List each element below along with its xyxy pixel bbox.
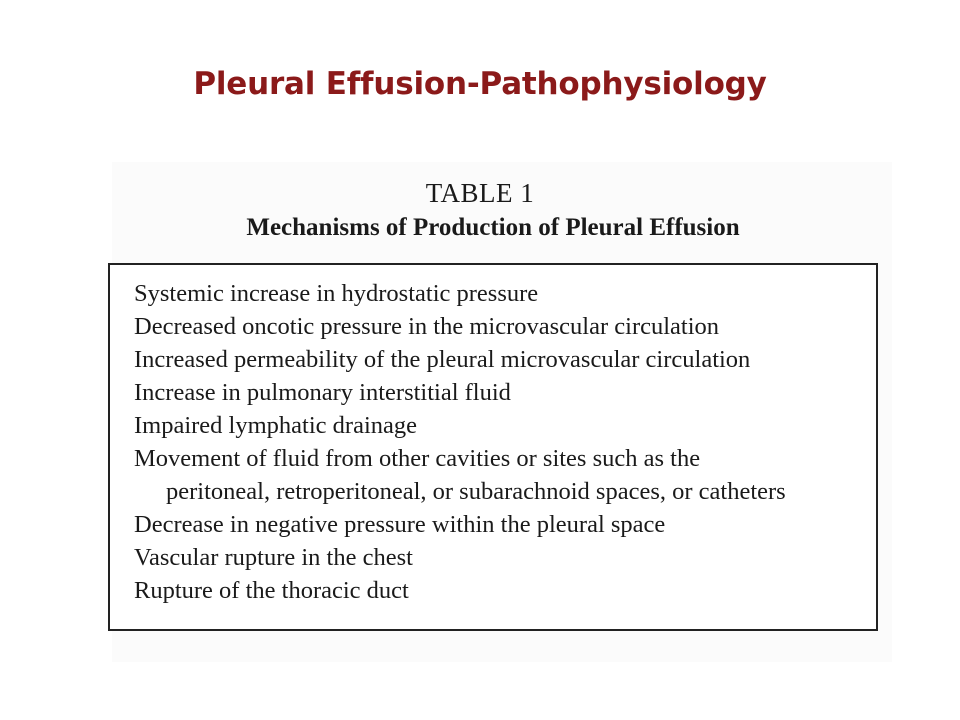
mechanism-text: Decrease in negative pressure within the pleural space (134, 511, 666, 538)
mechanism-item (134, 310, 786, 343)
table-number: TABLE 1 (425, 178, 535, 208)
mechanism-item (134, 442, 786, 508)
mechanism-text-continuation: peritoneal, retroperitoneal, or subarachnoid spaces, or catheters (166, 478, 786, 505)
mechanism-text: Decreased oncotic pressure in the microvascular circulation (134, 313, 720, 340)
mechanism-text: Systemic increase in hydrostatic pressure (134, 280, 539, 307)
mechanism-item (134, 508, 786, 541)
slide-title: Pleural Effusion-Pathophysiology (193, 66, 767, 102)
mechanism-text: Vascular rupture in the chest (134, 544, 413, 571)
mechanism-item (134, 343, 786, 376)
table-caption: Mechanisms of Production of Pleural Effusion (246, 214, 740, 241)
mechanism-item (134, 574, 786, 607)
mechanism-text: Increased permeability of the pleural microvascular circulation (134, 346, 751, 373)
mechanism-item (134, 277, 786, 310)
mechanism-text: Rupture of the thoracic duct (134, 577, 409, 604)
mechanism-text: Increase in pulmonary interstitial fluid (134, 379, 511, 406)
mechanism-item (134, 541, 786, 574)
mechanism-item (134, 376, 786, 409)
mechanism-text: Movement of fluid from other cavities or sites such as the (134, 445, 701, 472)
mechanism-text: Impaired lymphatic drainage (134, 412, 417, 439)
mechanism-list (134, 277, 786, 607)
mechanism-item (134, 409, 786, 442)
